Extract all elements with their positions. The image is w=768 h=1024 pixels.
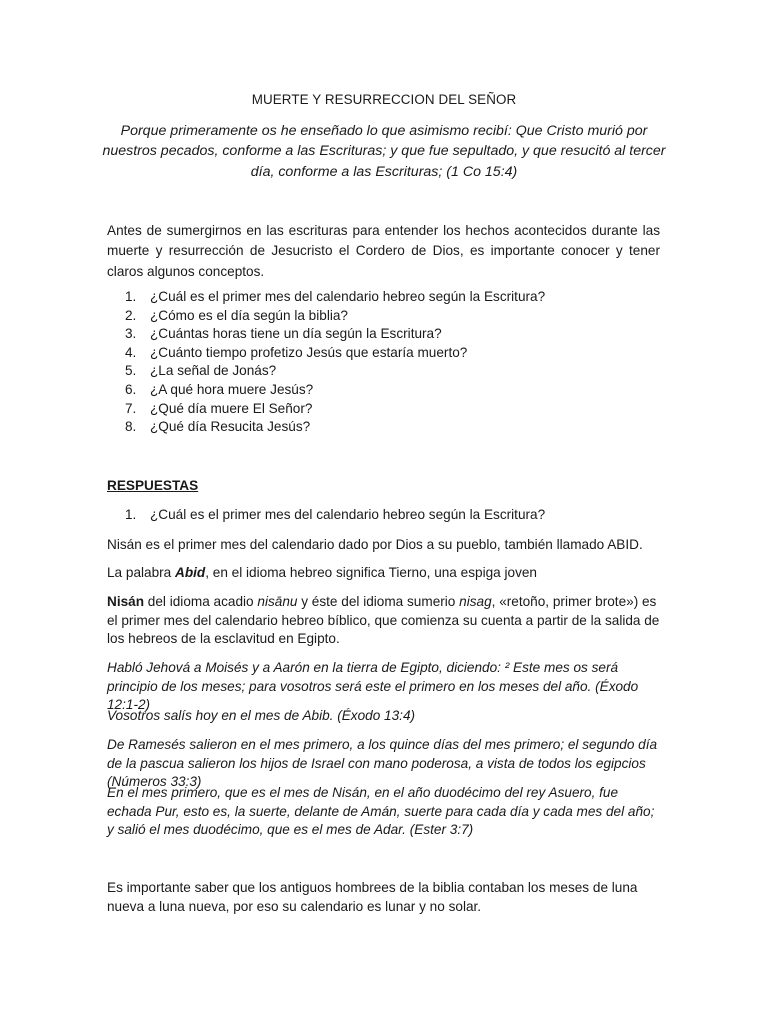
list-number: 2. [125,307,137,323]
text-run: y éste del idioma sumerio [297,594,460,609]
list-item [125,381,665,400]
list-item [125,400,665,419]
list-number: 7. [125,400,137,416]
list-text: ¿Cuántas horas tiene un día según la Escritura? [150,326,442,342]
closing-paragraph: Es importante saber que los antiguos hombrees de la biblia contaban los meses de luna nueva a luna nueva, por eso su calendario es lunar y no solar. [107,880,638,914]
epigraph-quote: Porque primeramente os he enseñado lo que asimismo recibí: Que Cristo murió por nuestros pecados, conforme a las Escrituras; y que fue sepultado, y que resucitó al tercer día, conforme a las Escrituras; (1 Co 15:4) [102,123,666,180]
list-number: 8. [125,419,137,435]
nisan-paragraph: Nisán es el primer mes del calendario dado por Dios a su pueblo, también llamado ABID. [107,537,643,552]
list-text: ¿Cómo es el día según la biblia? [150,307,348,323]
list-text: ¿Cuánto tiempo profetizo Jesús que estaría muerto? [150,344,468,360]
list-number: 4. [125,344,137,360]
sumerian-term: nisag [459,594,492,609]
answers-heading: RESPUESTAS [107,478,199,493]
text-run: , en el idioma hebreo significa Tierno, una espiga joven [205,565,537,580]
list-text: ¿A qué hora muere Jesús? [150,381,314,397]
list-number: 6. [125,381,137,397]
document-title: MUERTE Y RESURRECCION DEL SEÑOR [251,92,517,107]
list-text: ¿Qué día muere El Señor? [150,400,313,416]
list-item [125,418,665,437]
list-item [125,362,665,381]
text-run: , «retoño, primer brote») es el primer mes del calendario hebreo bíblico, que comienza su cuenta a partir de la salida de los hebreos de la esclavitud en Egipto. [107,594,660,647]
text-run: del idioma acadio [144,594,258,609]
nisan-term: Nisán [107,594,145,609]
answer-question [125,507,545,522]
nisan-origin-paragraph [107,593,660,649]
scripture-quote: Vosotros salís hoy en el mes de Abib. (Éxodo 13:4) [107,708,416,723]
list-item [125,344,665,363]
list-number: 5. [125,363,137,379]
list-item [125,325,665,344]
list-text: ¿Qué día Resucita Jesús? [150,419,311,435]
list-text: ¿Cuál es el primer mes del calendario hebreo según la Escritura? [150,289,546,304]
scripture-quote: Habló Jehová a Moisés y a Aarón en la tierra de Egipto, diciendo: ² Este mes os será principio de los meses; para vosotros será este el primero en los meses del año. (Éxodo 12:1-2) [107,660,639,713]
list-number: 1. [125,289,137,304]
list-item [125,307,665,326]
abid-paragraph [107,564,660,583]
list-item [125,288,665,307]
questions-list [125,288,665,437]
scripture-quote: De Ramesés salieron en el mes primero, a los quince días del mes primero; el segundo día de la pascua salieron los hijos de Israel con mano poderosa, a vista de todos los egipcios (Números 33:3) [107,737,658,790]
list-text: ¿Cuál es el primer mes del calendario hebreo según la Escritura? [150,507,546,522]
intro-paragraph: Antes de sumergirnos en las escrituras para entender los hechos acontecidos durante las muerte y resurrección de Jesucristo el Cordero de Dios, es importante conocer y tener claros algunos conceptos. [107,223,660,279]
list-number: 1. [125,507,137,522]
akkadian-term: nisānu [257,594,298,609]
text-run: La palabra [107,565,176,580]
list-number: 3. [125,326,137,342]
scripture-quote: En el mes primero, que es el mes de Nisán, en el año duodécimo del rey Asuero, fue echada Pur, esto es, la suerte, delante de Amán, suerte para cada día y cada mes del año; y salió el mes duodécimo, que es el mes de Adar. (Ester 3:7) [107,785,655,838]
list-text: ¿La señal de Jonás? [150,363,277,379]
abid-term: Abid [175,565,206,580]
